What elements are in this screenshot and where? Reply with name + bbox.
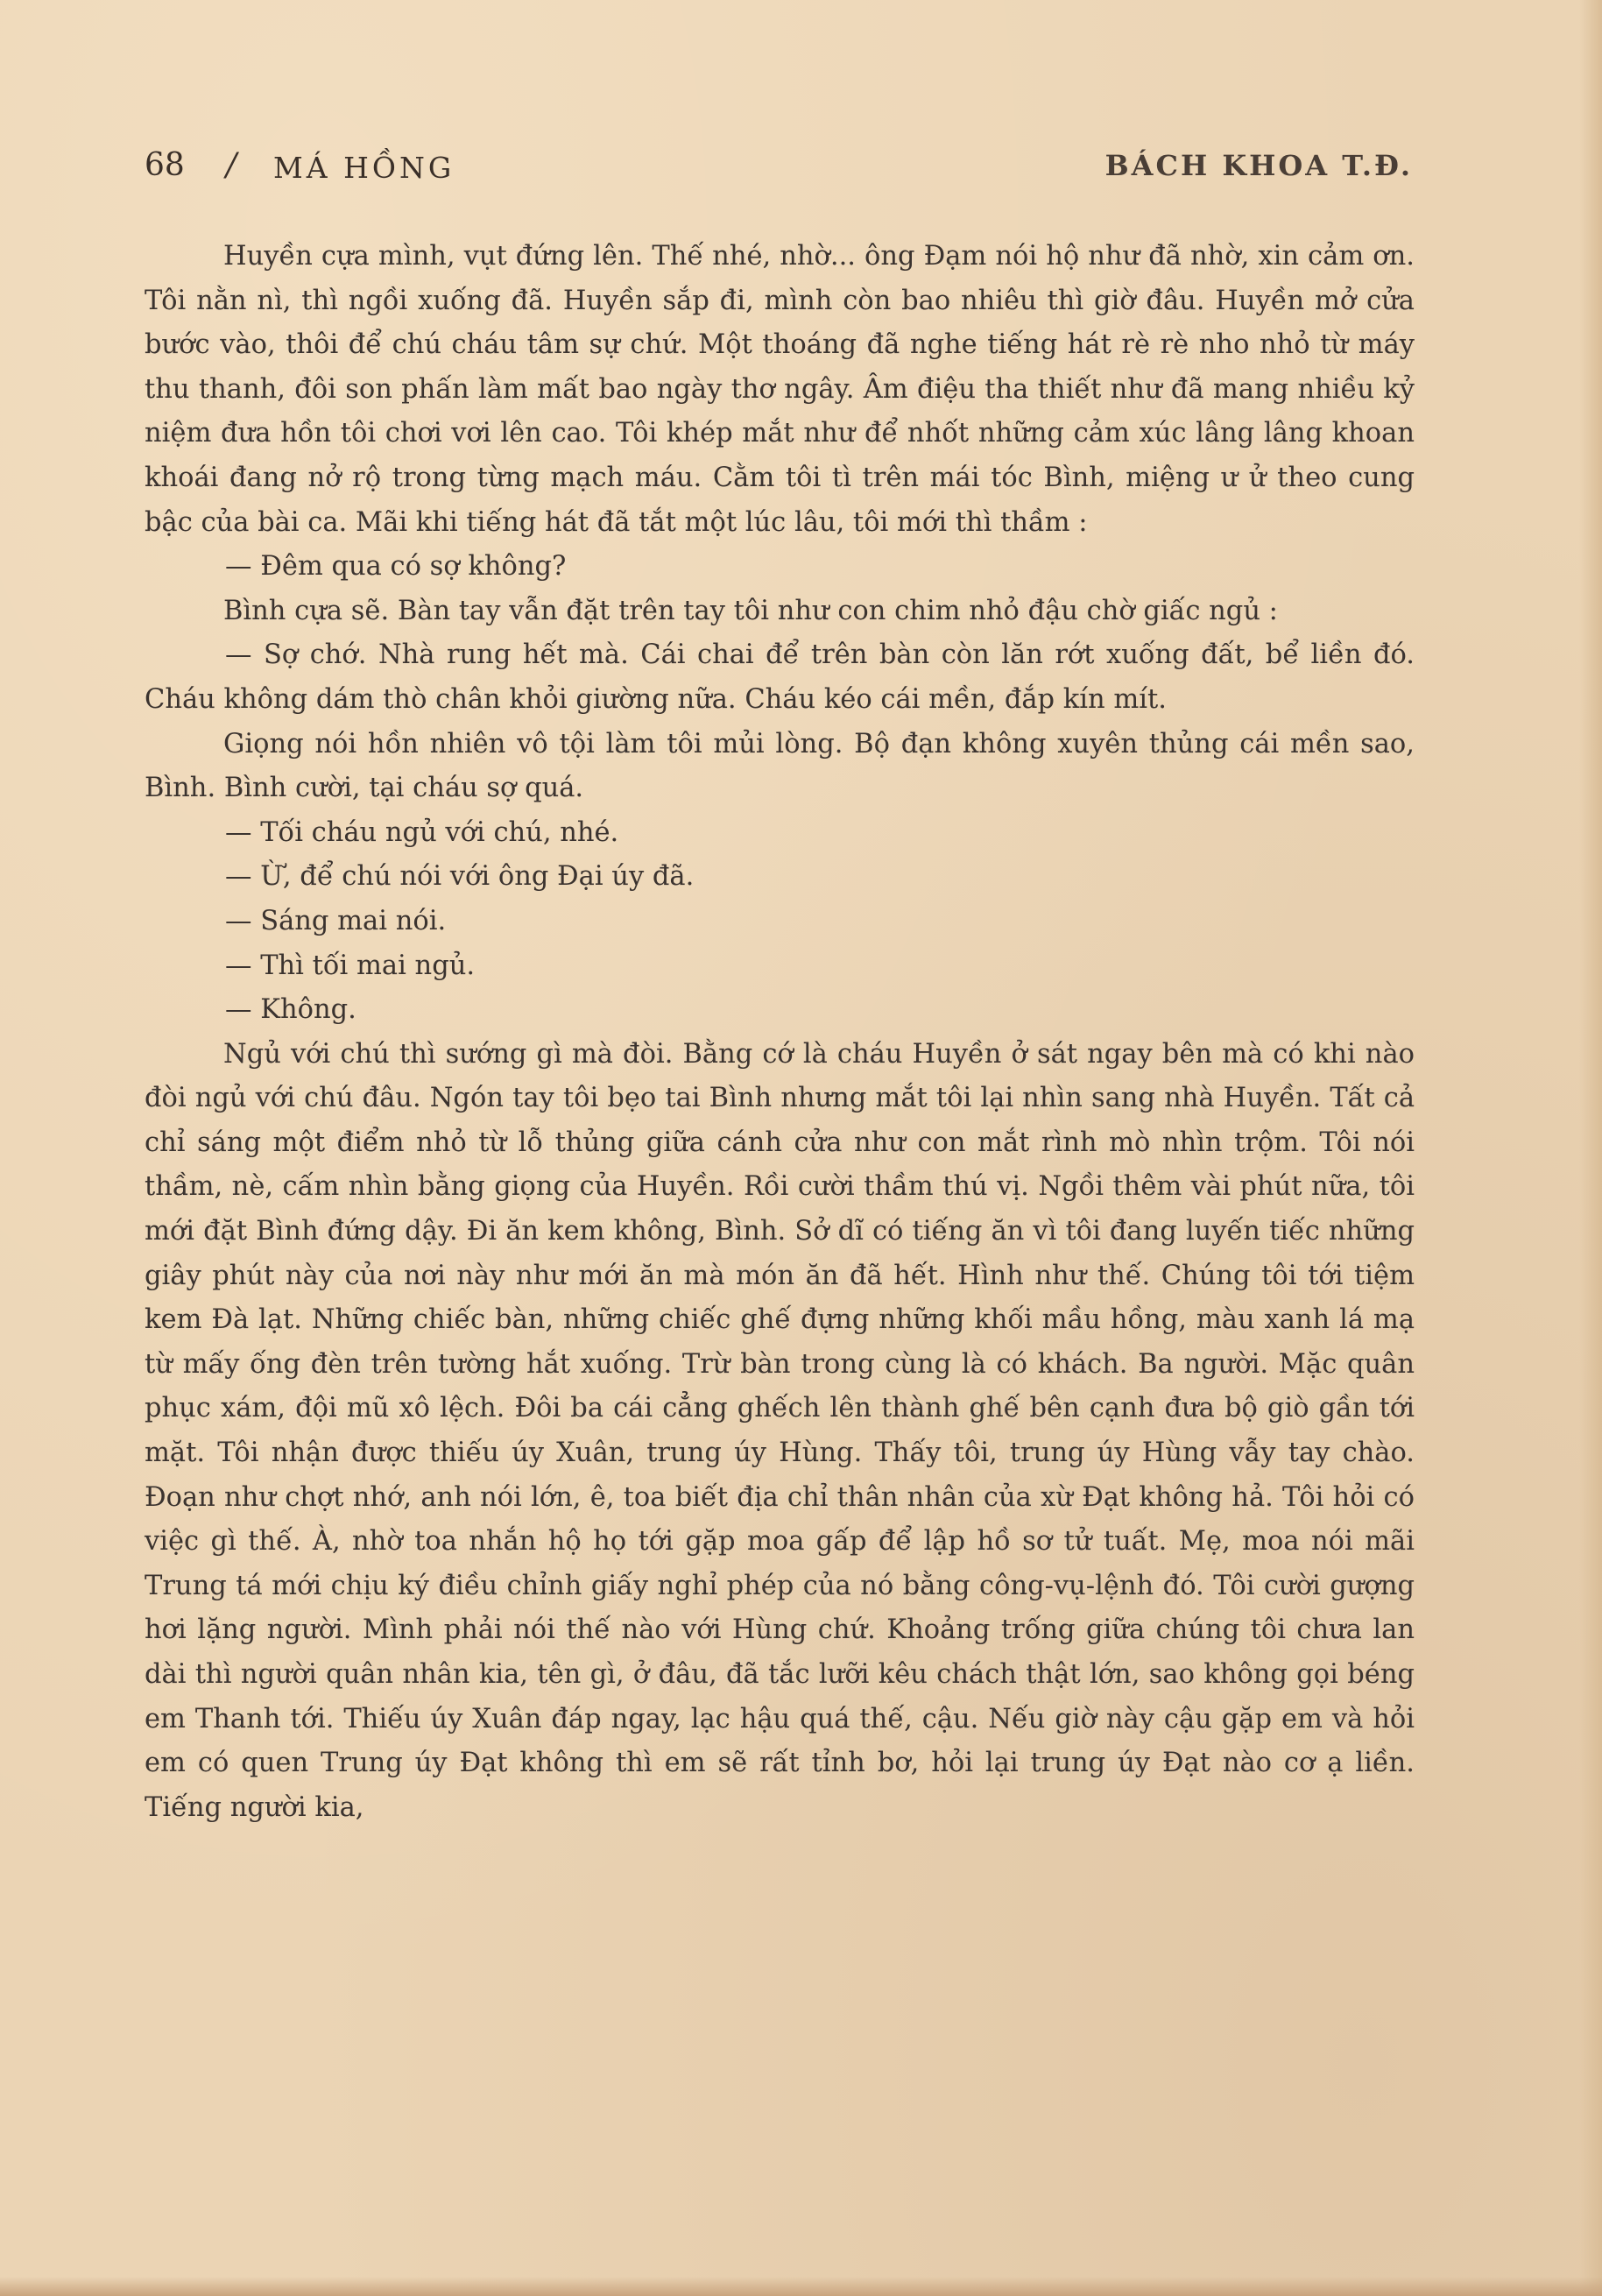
dialog-line: — Sợ chớ. Nhà rung hết mà. Cái chai để trên bàn còn lăn rớt xuống đất, bể liền đó. Cháu không dám thò chân khỏi giường nữa. Cháu kéo cái mền, đắp kín mít. xyxy=(145,639,1415,715)
dialog-line: — Thì tối mai ngủ. xyxy=(225,950,476,981)
dialog-line: — Sáng mai nói. xyxy=(225,905,447,936)
page-edge-shadow xyxy=(1579,0,1602,2296)
page-bottom-edge xyxy=(0,2277,1602,2296)
dialog-line: — Ừ, để chú nói với ông Đại úy đã. xyxy=(225,861,695,893)
paragraph: Bình cựa sẽ. Bàn tay vẫn đặt trên tay tôi như con chim nhỏ đậu chờ giấc ngủ : xyxy=(223,595,1278,626)
story-title: MÁ HỒNG xyxy=(273,151,455,185)
dialog-line: — Tối cháu ngủ với chú, nhé. xyxy=(225,816,619,848)
story-body xyxy=(145,235,1415,1830)
dialog-line: — Không. xyxy=(225,994,356,1026)
page-number: 68 xyxy=(145,147,185,183)
paragraph: Huyền cựa mình, vụt đứng lên. Thế nhé, nhờ... ông Đạm nói hộ như đã nhờ, xin cảm ơn. Tôi nằn nì, thì ngồi xuống đã. Huyền sắp đi, mình còn bao nhiêu thì giờ đâu. Huyền mở cửa bước vào, thôi để chú cháu tâm sự chứ. Một thoáng đã nghe tiếng hát rè rè nho nhỏ từ máy thu thanh, đôi son phấn làm mất bao ngày thơ ngây. Âm điệu tha thiết như đã mang nhiều kỷ niệm đưa hồn tôi chơi vơi lên cao. Tôi khép mắt như để nhốt những cảm xúc lâng lâng khoan khoái đang nở rộ trong từng mạch máu. Cằm tôi tì trên mái tóc Bình, miệng ư ử theo cung bậc của bài ca. Mãi khi tiếng hát đã tắt một lúc lâu, tôi mới thì thầm : xyxy=(145,241,1415,538)
dialog-line: — Đêm qua có sợ không? xyxy=(225,551,567,583)
paragraph: Giọng nói hồn nhiên vô tội làm tôi mủi lòng. Bộ đạn không xuyên thủng cái mền sao, Bình. Bình cười, tại cháu sợ quá. xyxy=(145,728,1415,804)
paragraph: Ngủ với chú thì sướng gì mà đòi. Bằng cớ là cháu Huyền ở sát ngay bên mà có khi nào đòi ngủ với chú đâu. Ngón tay tôi bẹo tai Bình nhưng mắt tôi lại nhìn sang nhà Huyền. Tất cả chỉ sáng một điểm nhỏ từ lỗ thủng giữa cánh cửa như con mắt rình mò nhìn trộm. Tôi nói thầm, nè, cấm nhìn bằng giọng của Huyền. Rồi cười thầm thú vị. Ngồi thêm vài phút nữa, tôi mới đặt Bình đứng dậy. Đi ăn kem không, Bình. Sở dĩ có tiếng ăn vì tôi đang luyến tiếc những giây phút này của nơi này như mới ăn mà món ăn đã hết. Hình như thế. Chúng tôi tới tiệm kem Đà lạt. Những chiếc bàn, những chiếc ghế đựng những khối mầu hồng, màu xanh lá mạ từ mấy ống đèn trên tường hắt xuống. Trừ bàn trong cùng là có khách. Ba người. Mặc quân phục xám, đội mũ xô lệch. Đôi ba cái cẳng ghếch lên thành ghế bên cạnh đưa bộ giò gần tới mặt. Tôi nhận được thiếu úy Xuân, trung úy Hùng. Thấy tôi, trung úy Hùng vẫy tay chào. Đoạn như chợt nhớ, anh nói lớn, ê, toa biết địa chỉ thân nhân của xừ Đạt không hả. Tôi hỏi có việc gì thế. À, nhờ toa nhắn hộ họ tới gặp moa gấp để lập hồ sơ tử tuất. Mẹ, moa nói mãi Trung tá mới chịu ký điều chỉnh giấy nghỉ phép của nó bằng công-vụ-lệnh đó. Tôi cười gượng hơi lặng người. Mình phải nói thế nào với Hùng chứ. Khoảng trống giữa chúng tôi chưa lan dài thì người quân nhân kia, tên gì, ở đâu, đã tắc lưỡi kêu chách thật lớn, sao không gọi béng em Thanh tới. Thiếu úy Xuân đáp ngay, lạc hậu quá thế, cậu. Nếu giờ này cậu gặp em và hỏi em có quen Trung úy Đạt không thì em sẽ rất tỉnh bơ, hỏi lại trung úy Đạt nào cơ ạ liền. Tiếng người kia, xyxy=(145,1038,1415,1823)
running-header xyxy=(145,142,1413,191)
header-separator: / xyxy=(226,147,237,183)
magazine-name: BÁCH KHOA T.Đ. xyxy=(1104,149,1413,182)
